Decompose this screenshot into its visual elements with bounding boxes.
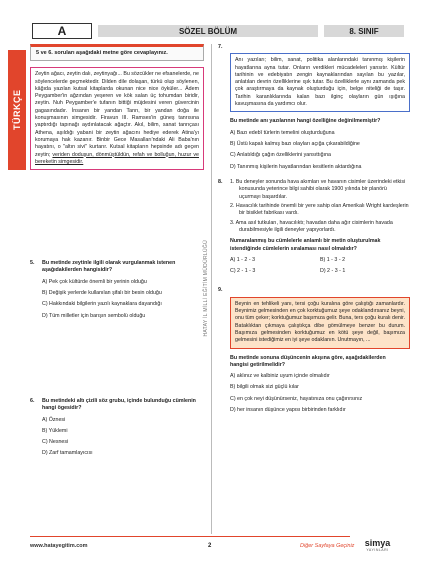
q7-passage: Anı yazıları; bilim, sanat, politika alanlarındaki tanınmış kişilerin hayatlarına ayna tutar. Onların verdikleri mücadeleleri yansıtır. Kültür tarihinin ve edebiyatın zengin kaynaklarından sayılan bu yazılar, anlatılan devrin özelliklerine ışık tutar. Bu özelliklerle aynı zamanda pek çok araştırmaya da kaynak oluşturduğu için, belge niteliği de taşır. Tarihin karanlıklarında kalan bazı ilginç olayların gün ışığına kavuşmasına da yardımcı olur. <box>230 53 410 112</box>
column-divider <box>211 44 212 534</box>
logo-name: simya <box>364 538 391 548</box>
option-d[interactable]: D) 2 - 3 - 1 <box>320 268 346 275</box>
question-8 <box>218 179 410 280</box>
passage-text: Zeytin ağacı, zeytin dalı, zeytinyağı... Bu sözcükler ne efsanelerde, ne söylencelerde geçmektedir. Dilden dile dolaşan, türkü olup söylenen, kâğıda yazılan kutsal kitaplarda okunan nice nice öyküler... Âdem Peygamber'in ağzından yeşeren ve kök salan üç tohumdan biridir, zeytin. Nuh Peygamber'e tufanın bittiği müjdesini veren güvercinin gagasındadır. İnsanın bir yandan Tanrı, bir yandan doğa ile konuşmasının simgesidir. Firavun III. Ramses'in güneş tanrısına yaptırdığı tapınağı aydınlatacak ağaçtır. Akıl, bilim, sanat tanrıçası Athena, aşıldığı yabani bir zeytin ağacını hediye ederek Atina'yı korumaya hak kazanır. Binbir Gece Masalları'ndaki Ali Baba'nın hayatını, o "altın sivi" kurtarır. Kutsal kitapların hepsinde adı geçen zeytin; <box>35 71 199 158</box>
option-c[interactable]: C) 2 - 1 - 3 <box>230 268 256 275</box>
grade-label: 8. SINIF <box>324 25 404 37</box>
option-a[interactable]: A) Bazı edebî türlerin temelini oluşturduğuna <box>230 129 335 136</box>
option-d[interactable]: D) Tüm milletler için barışın sembolü olduğu <box>42 312 146 319</box>
question-text: Numaralanmış bu cümlelerle anlamlı bir metin oluşturulmak istendiğinde cümlelerin sıralaması nasıl olmalıdır? <box>230 238 381 252</box>
right-column <box>218 44 410 414</box>
section-title: SÖZEL BÖLÜM <box>98 25 318 37</box>
question-9 <box>218 287 410 414</box>
reading-passage <box>30 67 204 170</box>
question-number: 8. <box>218 178 223 185</box>
publisher-logo <box>355 538 400 552</box>
option-c[interactable]: C) Hakkındaki bilgilerin yazılı kaynaklara dayandığı <box>42 301 162 308</box>
ministry-vertical-text: HATAY İL MİLLİ EĞİTİM MÜDÜRLÜĞÜ <box>203 240 209 337</box>
left-column <box>30 44 204 458</box>
footer-rule <box>30 536 350 537</box>
page-header <box>32 22 404 40</box>
question-text: Bu metinde anı yazılarının hangi özelliğine değinilmemiştir? <box>230 118 381 125</box>
sentence-2: 2. Havacılık tarihinde önemli bir yere sahip olan Amerikalı Wright kardeşlerin bir bisiklet fabrikası vardı. <box>230 203 409 217</box>
option-a[interactable]: A) Öznesi <box>42 416 66 423</box>
option-b[interactable]: B) Yüklemi <box>42 427 68 434</box>
option-d[interactable]: D) Tanınmış kişilerin hayatlarından kesitlerin aktardığına <box>230 163 362 170</box>
option-a[interactable]: A) Pek çok kültürde önemli bir yerinin olduğu <box>42 278 147 285</box>
question-number: 5. <box>30 260 35 267</box>
question-number: 7. <box>218 44 223 50</box>
option-b[interactable]: B) Üstü kapalı kalmış bazı olayları açığa çıkarabildiğine <box>230 140 360 147</box>
next-page-note: Diğer Sayfaya Geçiniz <box>300 543 355 549</box>
option-b[interactable]: B) Değişik yerlerde kullanılan şifalı bir besin olduğu <box>42 290 162 297</box>
option-a[interactable]: A) aklınız ve kalbiniz uyum içinde olmalıdır <box>230 373 330 380</box>
option-b[interactable]: B) bilgili olmak sizi güçlü kılar <box>230 384 299 391</box>
underlined-phrase: veriden doduşun, dönmüştüldün, refah ve bolluğun, huzur ve bereketin simgesidir. <box>35 151 199 165</box>
question-number: 9. <box>218 287 223 294</box>
booklet-letter: A <box>32 23 92 39</box>
question-5 <box>30 260 204 320</box>
page-footer <box>30 540 410 552</box>
logo-sub: YAYINLARI <box>366 548 389 552</box>
sentence-1: 1. Bu deneyler sonunda hava akımları ve havanın cisimler üzerindeki etkisi konusunda yeterince bilgi sahibi olarak 1900 yılında bir planörü uçurmayı başardılar. <box>230 179 406 200</box>
numbered-sentences <box>218 179 410 234</box>
question-text: Bu metinde sonuna düşüncenin akışına göre, aşağıdakilerden hangisi getirilmelidir? <box>230 354 386 368</box>
question-7 <box>218 44 410 171</box>
q9-passage: Beynin en tehlikeli yanı, tersi çoğu kuralına göre çalıştığı zamanlardır. Beynimiz gelmesinden en çok korktuğumuz şeye odaklandırsanız beyni, onu tüm çeker; korktuğumuz başımıza gelir. Buna, ters çoğu kuralı denir. Bataklıktan çıkmaya çalıştıkça dibe gömülmeye benzer bu durum. Başımıza gelmesinden korktuğumuz en kötü şeye değil, başımıza gelmesini istediğimiz en iyi şeye odaklanın. Unutmayın, ... <box>230 297 410 349</box>
instruction-box: 5 ve 6. soruları aşağıdaki metne göre cevaplayınız. <box>30 44 204 61</box>
question-text: Bu metinde zeytinle ilgili olarak vurgulanmak istenen aşağıdakilerden hangisidir? <box>42 260 176 274</box>
question-text: Bu metindeki altı çizili söz grubu, içinde bulunduğu cümlenin hangi ögesidir? <box>42 397 196 412</box>
q8-choices <box>218 257 410 280</box>
question-number: 6. <box>30 397 35 404</box>
option-d[interactable]: D) her insanın düşünce yapısı birbirinden farklıdır <box>230 406 346 413</box>
question-6 <box>30 398 204 458</box>
option-c[interactable]: C) Anlatıldığı çağın özelliklerini yansıttığına <box>230 152 331 159</box>
option-d[interactable]: D) Zarf tamamlayıcısı <box>42 450 93 457</box>
sentence-3: 3. Ama asıl tutkuları, havacılıktı; havadan daha ağır cisimlerin havada durabilmesiyle ilgili deneyler yapıyorlardı. <box>230 219 393 233</box>
subject-tab: TÜRKÇE <box>8 50 26 170</box>
option-a[interactable]: A) 1 - 2 - 3 <box>230 256 256 263</box>
page-number: 2 <box>208 543 212 549</box>
option-b[interactable]: B) 1 - 3 - 2 <box>320 256 346 263</box>
option-c[interactable]: C) en çok neyi düşünürseniz, hayatınıza onu çağırırsınız <box>230 395 363 402</box>
option-c[interactable]: C) Nesnesi <box>42 439 69 446</box>
website-link[interactable]: www.hatayegitim.com <box>30 543 88 549</box>
